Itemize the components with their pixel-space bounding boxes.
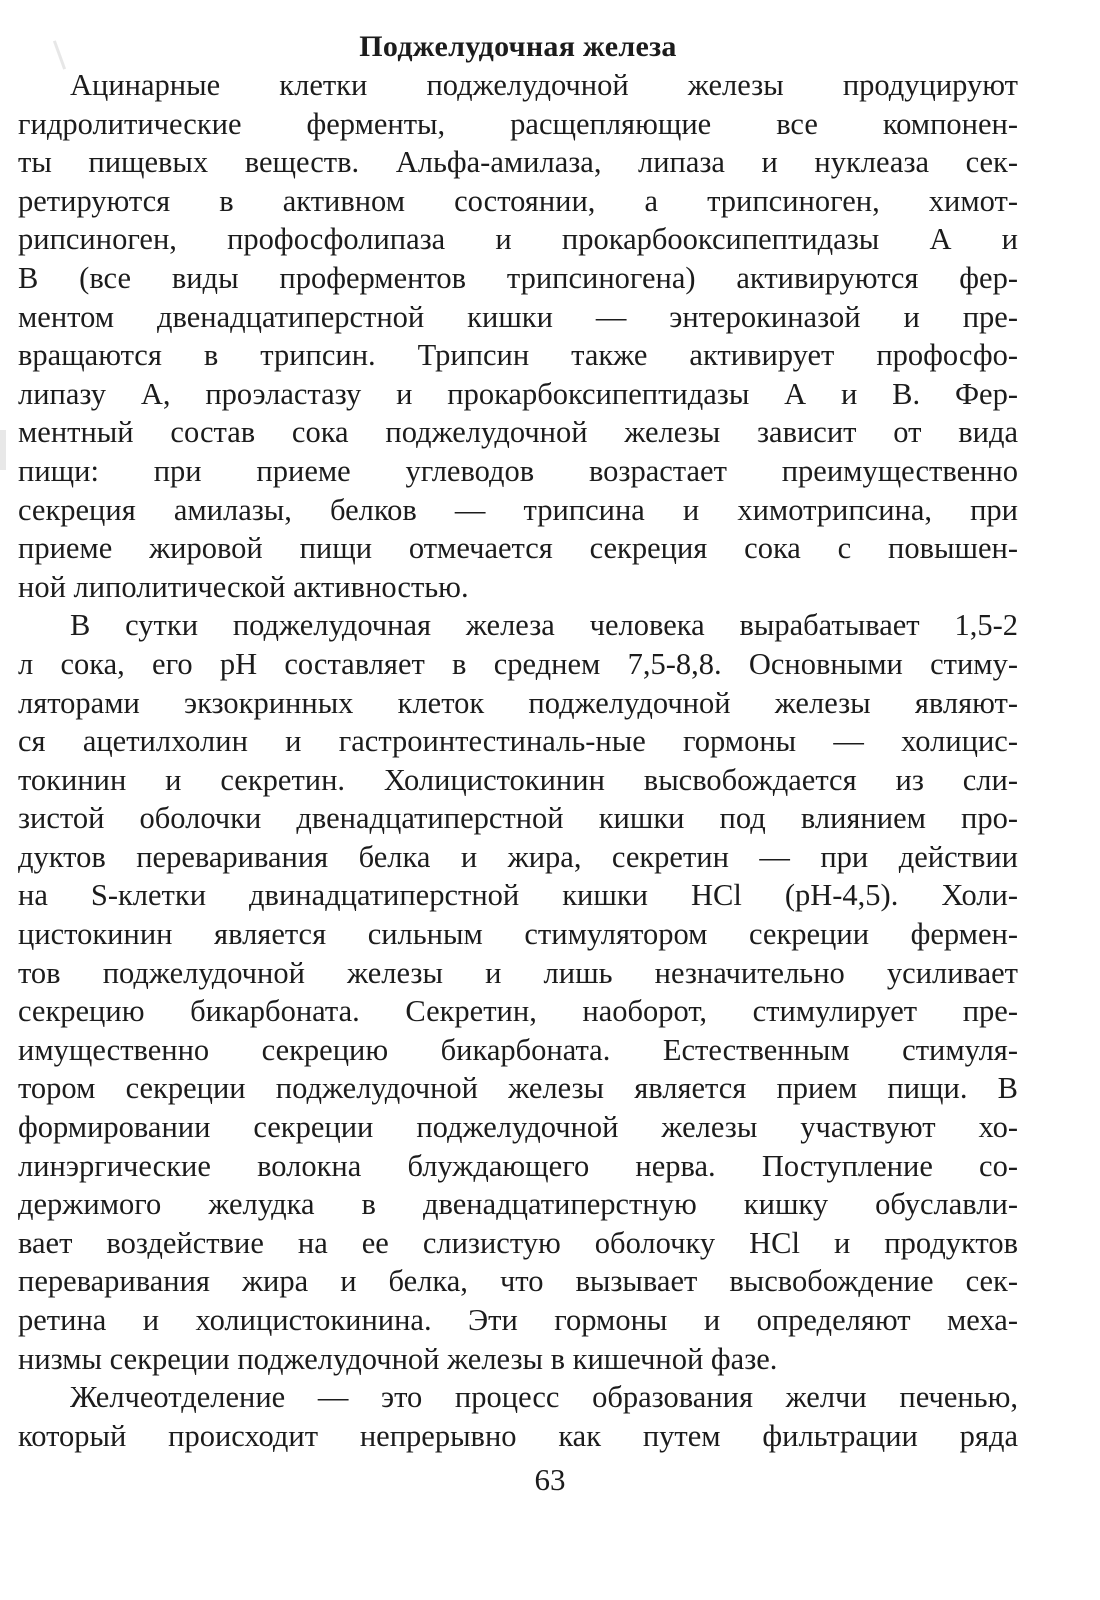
text-line: В сутки поджелудочная железа человека вырабатывает 1,5-2 [70, 608, 1018, 643]
text-line: который происходит непрерывно как путем фильтрации ряда [18, 1418, 1018, 1453]
text-line: вает воздействие на ее слизистую оболочку HCl и продуктов [18, 1225, 1018, 1260]
page-title: Поджелудочная железа [359, 30, 677, 63]
text-line: секреция амилазы, белков — трипсина и химотрипсина, при [18, 492, 1018, 527]
text-line: низмы секреции поджелудочной железы в кишечной фазе. [18, 1341, 778, 1376]
paragraph [18, 66, 1018, 606]
text-line: ретина и холицистокинина. Эти гормоны и определяют меха- [18, 1303, 1018, 1337]
text-line: Желчеотделение — это процесс образования желчи печенью, [70, 1380, 1018, 1415]
paragraph [18, 1378, 1018, 1455]
text-line: секрецию бикарбоната. Секретин, наоборот, стимулирует пре- [18, 994, 1018, 1029]
text-line: держимого желудка в двенадцатиперстную кишку обуславли- [18, 1187, 1018, 1222]
page-number: 63 [534, 1462, 566, 1497]
text-line: ментом двенадцатиперстной кишки — энтерокиназой и пре- [18, 299, 1018, 334]
text-line: токинин и секретин. Холицистокинин высвобождается из сли- [18, 762, 1018, 797]
text-line: пищи: при приеме углеводов возрастает преимущественно [18, 453, 1018, 488]
text-line: линэргические волокна блуждающего нерва. Поступление со- [18, 1148, 1018, 1183]
text-line: ментный состав сока поджелудочной железы зависит от вида [18, 415, 1018, 450]
text-line: вращаются в трипсин. Трипсин также активирует профосфо- [18, 338, 1018, 373]
paragraph [18, 606, 1018, 1378]
text-line: ретируются в активном состоянии, а трипсиноген, химот- [18, 183, 1018, 218]
text-line: В (все виды проферментов трипсиногена) активируются фер- [18, 260, 1018, 295]
text-line: рипсиноген, профосфолипаза и прокарбооксипептидазы А и [18, 222, 1018, 257]
text-line: приеме жировой пищи отмечается секреция сока с повышен- [18, 531, 1018, 566]
text-line: ной липолитической активностью. [18, 569, 469, 604]
text-line: липазу А, проэластазу и прокарбоксипептидазы А и В. Фер- [18, 376, 1018, 411]
text-line: ляторами экзокринных клеток поджелудочной железы являют- [18, 685, 1018, 720]
text-line: ся ацетилхолин и гастроинтестиналь-ные гормоны — холицис- [18, 724, 1018, 759]
text-line: ты пищевых веществ. Альфа-амилаза, липаза и нуклеаза сек- [18, 145, 1018, 180]
paragraphs [18, 66, 1018, 1455]
scan-artifact [0, 430, 6, 470]
text-line: цистокинин является сильным стимулятором секреции фермен- [18, 917, 1018, 952]
text-line: имущественно секрецию бикарбоната. Естественным стимуля- [18, 1032, 1018, 1067]
text-line: дуктов переваривания белка и жира, секретин — при действии [18, 839, 1018, 874]
text-line: тором секреции поджелудочной железы является прием пищи. В [18, 1071, 1018, 1106]
text-line: Ацинарные клетки поджелудочной железы продуцируют [70, 68, 1018, 102]
text-line: зистой оболочки двенадцатиперстной кишки под влиянием про- [18, 801, 1018, 836]
text-line: гидролитические ферменты, расщепляющие все компонен- [18, 106, 1018, 141]
text-block [18, 28, 1018, 1455]
text-line: тов поджелудочной железы и лишь незначительно усиливает [18, 955, 1018, 990]
text-line: л сока, его pH составляет в среднем 7,5-8,8. Основными стиму- [18, 646, 1018, 681]
text-line: формировании секреции поджелудочной железы участвуют хо- [18, 1110, 1018, 1145]
text-line: на S-клетки двинадцатиперстной кишки HCl (pH-4,5). Холи- [18, 878, 1018, 913]
text-line: переваривания жира и белка, что вызывает высвобождение сек- [18, 1264, 1018, 1299]
